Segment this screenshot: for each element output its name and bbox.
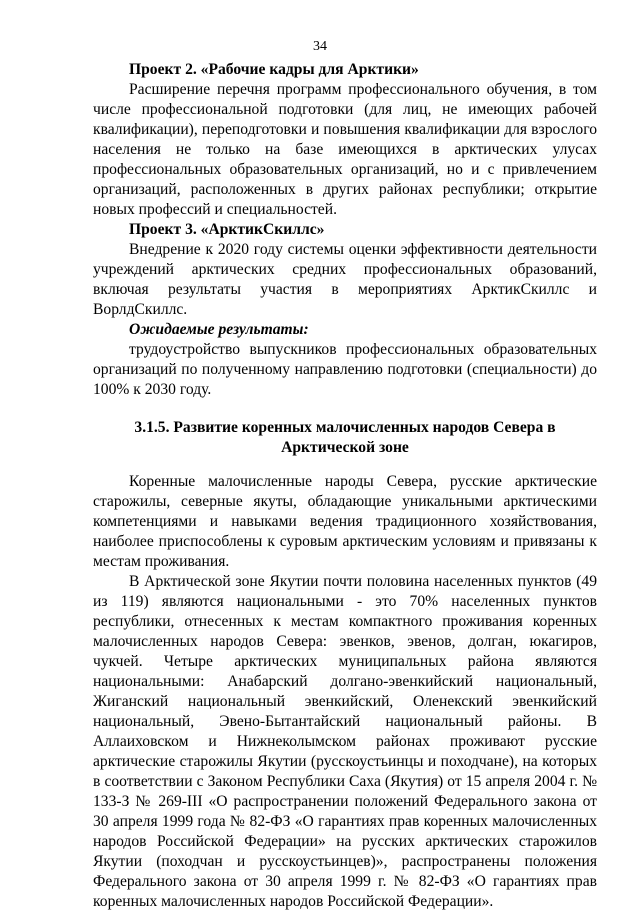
project-3-text: Внедрение к 2020 году системы оценки эффективности деятельности учреждений арктических средних профессиональных образований, включая результаты участия в мероприятиях АрктикСкиллс и ВорлдСкиллс. <box>93 241 597 318</box>
project-2-text: Расширение перечня программ профессионального обучения, в том числе профессиональной подготовки (для лиц, не имеющих рабочей квалификации), переподготовки и повышения квалификации для взрослого населения не только на базе имеющихся в арктических улусах профессиональных образовательных организаций, но и с привлечением организаций, расположенных в других районах республики; открытие новых профессий и специальностей. <box>93 81 597 218</box>
project-2-title: Проект 2. «Рабочие кадры для Арктики» <box>129 61 419 78</box>
expected-results-title: Ожидаемые результаты: <box>129 321 309 338</box>
section-title: 3.1.5. Развитие коренных малочисленных народов Севера в Арктической зоне <box>134 419 556 456</box>
expected-results-text: трудоустройство выпускников профессиональных образовательных организаций по полученному направлению подготовки (специальности) до 100% к 2030 году. <box>93 341 597 398</box>
document-body <box>93 60 597 912</box>
page-number: 34 <box>313 39 327 54</box>
section-paragraph-1: Коренные малочисленные народы Севера, русские арктические старожилы, северные якуты, обладающие уникальными арктическими компетенциями и навыками ведения традиционного хозяйствования, наиболее приспособлены к суровым арктическим условиям и привязаны к местам проживания. <box>93 473 597 570</box>
project-3-title: Проект 3. «АрктикСкиллс» <box>129 221 325 238</box>
section-paragraph-2: В Арктической зоне Якутии почти половина населенных пунктов (49 из 119) являются национальными - это 70% населенных пунктов республики, отнесенных к местам компактного проживания коренных малочисленных народов Севера: эвенков, эвенов, долган, юкагиров, чукчей. Четыре арктических муниципальных района являются национальными: Анабарский долгано-эвенкийский национальный, Жиганский национальный эвенкийский, Оленекский эвенкийский национальный, Эвено-Бытантайский национальный районы. В Аллаиховском и Нижнеколымском районах проживают русские арктические старожилы Якутии (русскоустьинцы и походчане), на которых в соответствии с Законом Республики Саха (Якутия) от 15 апреля 2004 г. № 133-З № 269-III «О распространении положений Федерального закона от 30 апреля 1999 года № 82-ФЗ «О гарантиях прав коренных малочисленных народов Российской Федерации» на русских арктических старожилов Якутии (походчан и русскоустьинцев)», распространены положения Федерального закона от 30 апреля 1999 г. № 82-ФЗ «О гарантиях прав коренных малочисленных народов Российской Федерации». <box>93 573 597 910</box>
